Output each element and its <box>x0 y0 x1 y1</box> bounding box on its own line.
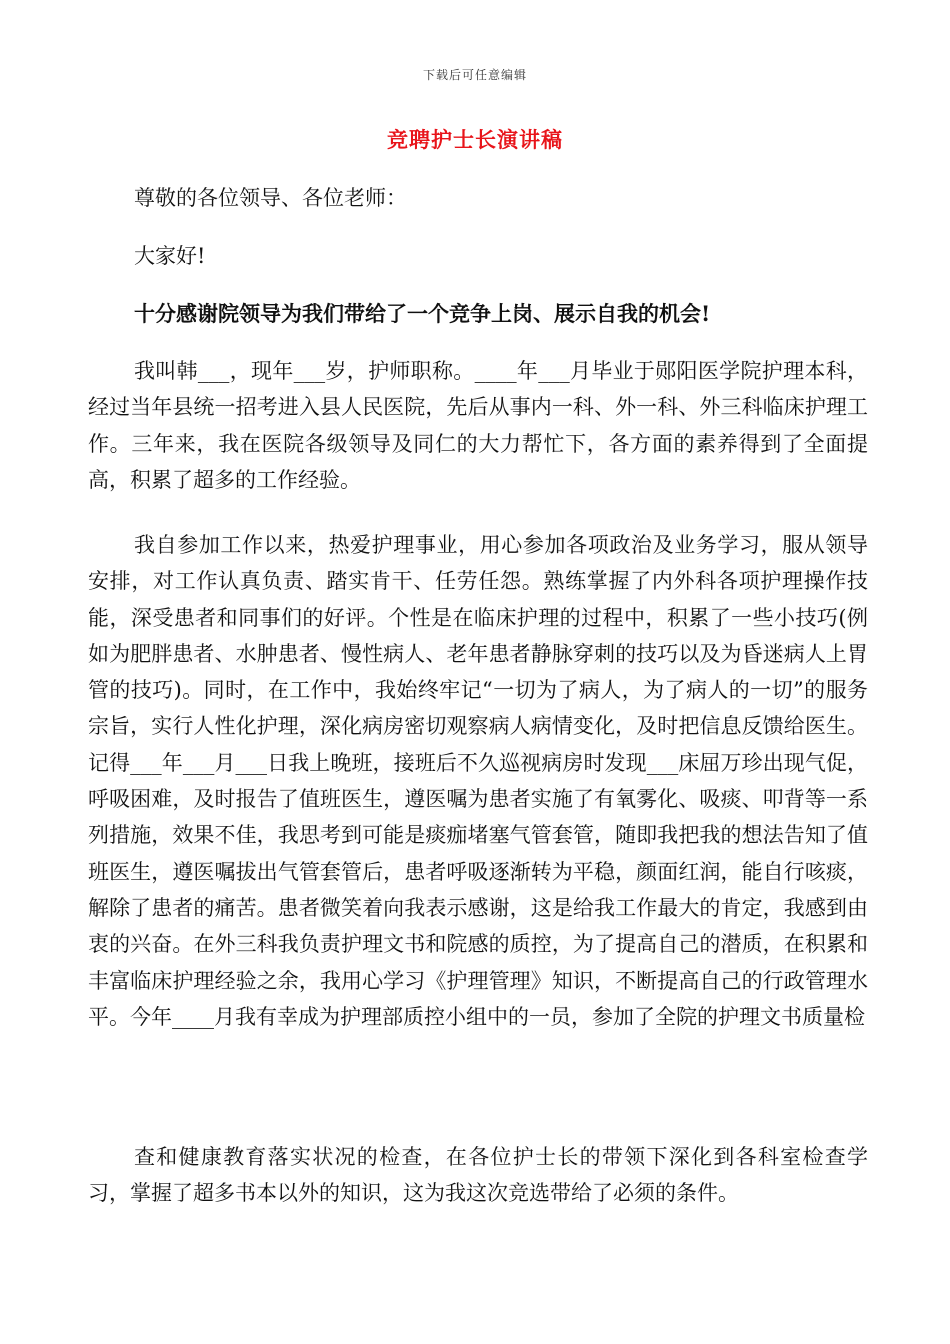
header-note: 下载后可任意编辑 <box>422 68 527 82</box>
paragraph-continuation: 查和健康教育落实状况的检查，在各位护士长的带领下深化到各科室检查学习，掌握了超多书本以外的知识，这为我这次竞选带给了必须的条件。 <box>88 1145 868 1206</box>
thanks-line: 十分感谢院领导为我们带给了一个竞争上岗、展示自我的机会! <box>134 301 711 326</box>
paragraph-introduction: 我叫韩___，现年___岁，护师职称。____年___月毕业于郧阳医学院护理本科，经过当年县统一招考进入县人民医院，先后从事内一科、外一科、外三科临床护理工作。三年来，我在医院各级领导及同仁的大力帮忙下，各方面的素养得到了全面提高，积累了超多的工作经验。 <box>88 359 868 492</box>
paragraph-work-experience: 我自参加工作以来，热爱护理事业，用心参加各项政治及业务学习，服从领导安排，对工作认真负责、踏实肯干、任劳任怨。熟练掌握了内外科各项护理操作技能，深受患者和同事们的好评。个性是在临床护理的过程中，积累了一些小技巧(例如为肥胖患者、水肿患者、慢性病人、老年患者静脉穿刺的技巧以及为昏迷病人上胃管的技巧)。同时，在工作中，我始终牢记“一切为了病人，为了病人的一切”的服务宗旨，实行人性化护理，深化病房密切观察病人病情变化，及时把信息反馈给医生。记得___年___月___日我上晚班，接班后不久巡视病房时发现___床屈万珍出现气促，呼吸困难，及时报告了值班医生，遵医嘱为患者实施了有氧雾化、吸痰、叩背等一系列措施，效果不佳，我思考到可能是痰痂堵塞气管套管，随即我把我的想法告知了值班医生，遵医嘱拔出气管套管后，患者呼吸逐渐转为平稳，颜面红润，能自行咳痰，解除了患者的痛苦。患者微笑着向我表示感谢，这是给我工作最大的肯定，我感到由衷的兴奋。在外三科我负责护理文书和院感的质控，为了提高自己的潜质，在积累和丰富临床护理经验之余，我用心学习《护理管理》知识，不断提高自己的行政管理水平。今年____月我有幸成为护理部质控小组中的一员，参加了全院的护理文书质量检 <box>88 533 868 1029</box>
hello-line: 大家好! <box>134 244 206 268</box>
document-title: 竞聘护士长演讲稿 <box>387 127 563 152</box>
greeting-line: 尊敬的各位领导、各位老师： <box>134 186 407 210</box>
